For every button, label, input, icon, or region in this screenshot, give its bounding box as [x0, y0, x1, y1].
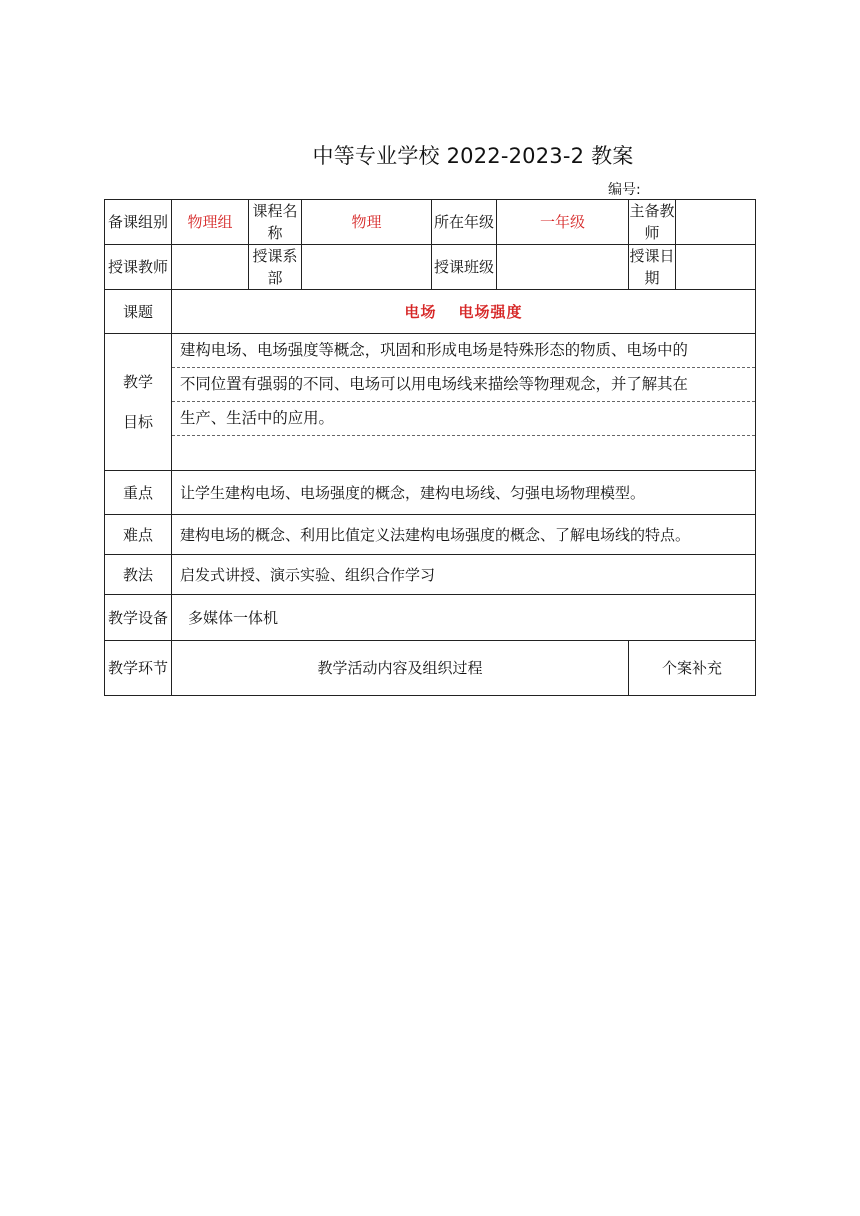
lead-teacher-label: 主备教师 — [629, 200, 676, 245]
process-content-header: 教学活动内容及组织过程 — [172, 641, 629, 696]
equipment-text: 多媒体一体机 — [172, 595, 756, 641]
grade-value: 一年级 — [497, 200, 629, 245]
department-value — [302, 245, 432, 290]
page-title: 中等专业学校 2022-2023-2 教案 — [312, 144, 634, 168]
objectives-row — [105, 334, 756, 471]
methods-row — [105, 555, 756, 595]
objective-line-3: 生产、生活中的应用。 — [172, 402, 755, 436]
key-points-row — [105, 471, 756, 515]
lesson-plan-table — [104, 199, 756, 696]
info-row-2 — [105, 245, 756, 290]
process-label: 教学环节 — [105, 641, 172, 696]
grade-label: 所在年级 — [432, 200, 497, 245]
class-value — [497, 245, 629, 290]
class-label: 授课班级 — [432, 245, 497, 290]
topic-part-1: 电场 — [404, 302, 437, 321]
topic-row — [105, 290, 756, 334]
info-row-1 — [105, 200, 756, 245]
group-label: 备课组别 — [105, 200, 172, 245]
date-value — [676, 245, 756, 290]
objective-line-1: 建构电场、电场强度等概念，巩固和形成电场是特殊形态的物质、电场中的 — [172, 334, 755, 368]
objective-line-2: 不同位置有强弱的不同、电场可以用电场线来描绘等物理观念，并了解其在 — [172, 368, 755, 402]
equipment-row — [105, 595, 756, 641]
topic-part-2: 电场强度 — [458, 302, 523, 321]
key-points-text: 让学生建构电场、电场强度的概念，建构电场线、匀强电场物理模型。 — [172, 471, 756, 515]
teacher-label: 授课教师 — [105, 245, 172, 290]
process-header-row — [105, 641, 756, 696]
group-value: 物理组 — [172, 200, 249, 245]
difficulties-text: 建构电场的概念、利用比值定义法建构电场强度的概念、了解电场线的特点。 — [172, 515, 756, 555]
course-label: 课程名称 — [249, 200, 302, 245]
difficulties-label: 难点 — [105, 515, 172, 555]
course-value: 物理 — [302, 200, 432, 245]
objectives-label-line-2: 目标 — [122, 413, 153, 431]
serial-number-label: 编号: — [608, 182, 641, 198]
topic-title — [172, 290, 756, 334]
objectives-label-line-1: 教学 — [122, 373, 153, 391]
topic-label: 课题 — [105, 290, 172, 334]
teacher-value — [172, 245, 249, 290]
objective-line-4 — [172, 436, 755, 470]
key-points-label: 重点 — [105, 471, 172, 515]
methods-text: 启发式讲授、演示实验、组织合作学习 — [172, 555, 756, 595]
lead-teacher-value — [676, 200, 756, 245]
process-supplement-header: 个案补充 — [629, 641, 756, 696]
methods-label: 教法 — [105, 555, 172, 595]
equipment-label: 教学设备 — [105, 595, 172, 641]
objectives-label — [105, 334, 172, 471]
department-label: 授课系部 — [249, 245, 302, 290]
date-label: 授课日期 — [629, 245, 676, 290]
difficulties-row — [105, 515, 756, 555]
objectives-content — [172, 334, 756, 471]
